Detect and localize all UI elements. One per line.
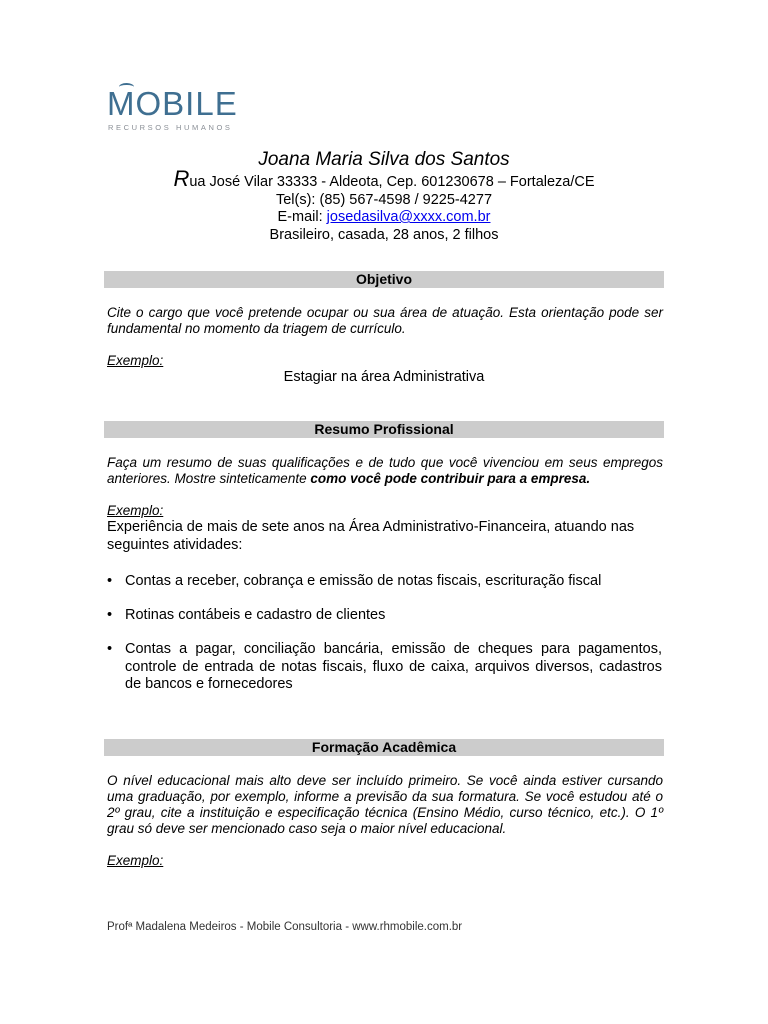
personal-info: Brasileiro, casada, 28 anos, 2 filhos [269,226,499,243]
list-item-text: Contas a receber, cobrança e emissão de notas fiscais, escrituração fiscal [125,573,602,589]
list-item-text: Rotinas contábeis e cadastro de clientes [125,607,386,623]
address-line [104,166,664,192]
formacao-instruction: O nível educacional mais alto deve ser incluído primeiro. Se você ainda estiver cursando uma graduação, por exemplo, informe a previsão da sua formatura. Se você estudou até o 2º grau, cite a instituição e especificação técnica (Ensino Médio, curso técnico, etc.). O 1º grau só deve ser mencionado caso seja o maior nível educacional. [107,773,663,836]
candidate-name: Joana Maria Silva dos Santos [258,149,510,170]
email-link[interactable]: josedasilva@xxxx.com.br [326,209,491,225]
bullet-icon: • [107,573,113,589]
logo-subtitle: RECURSOS HUMANOS [108,123,233,132]
objetivo-example: Estagiar na área Administrativa [283,369,485,385]
bullet-icon: • [107,607,113,623]
address-initial: R [173,166,190,191]
section-bar-formacao: Formação Acadêmica [104,739,664,756]
objetivo-instruction: Cite o cargo que você pretende ocupar ou sua área de atuação. Esta orientação pode ser fundamental no momento da triagem de currículo. [107,305,663,336]
list-item-text: Contas a pagar, conciliação bancária, emissão de cheques para pagamentos, controle de entrada de notas fiscais, fluxo de caixa, arquivos diversos, cadastros de bancos e fornecedores [125,641,662,692]
resumo-instruction-text: Faça um resumo de suas qualificações e de tudo que você vivenciou em seus empregos anteriores. Mostre sinteticamente [107,455,663,486]
section-bar-resumo: Resumo Profissional [104,421,664,438]
objetivo-example-label: Exemplo: [107,353,164,368]
section-bar-objetivo: Objetivo [104,271,664,288]
email-line [104,209,664,227]
mobile-logo [107,82,257,134]
phone-line: Tel(s): (85) 567-4598 / 9225-4277 [275,191,493,208]
logo-word: MOBILE [107,85,238,122]
resumo-instruction-bold: como você pode contribuir para a empresa. [310,471,591,486]
contact-header [104,148,664,244]
formacao-example-label: Exemplo: [107,853,164,868]
resumo-instruction [107,455,663,487]
bullet-icon: • [107,641,113,657]
page-footer: Profª Madalena Medeiros - Mobile Consultoria - www.rhmobile.com.br [107,921,463,933]
address-text: ua José Vilar 33333 - Aldeota, Cep. 601230678 – Fortaleza/CE [189,174,595,190]
resumo-intro: Experiência de mais de sete anos na Área Administrativo-Financeira, atuando nas seguintes atividades: [107,519,635,553]
email-label: E-mail: [277,209,327,225]
resumo-example-label: Exemplo: [107,503,164,518]
